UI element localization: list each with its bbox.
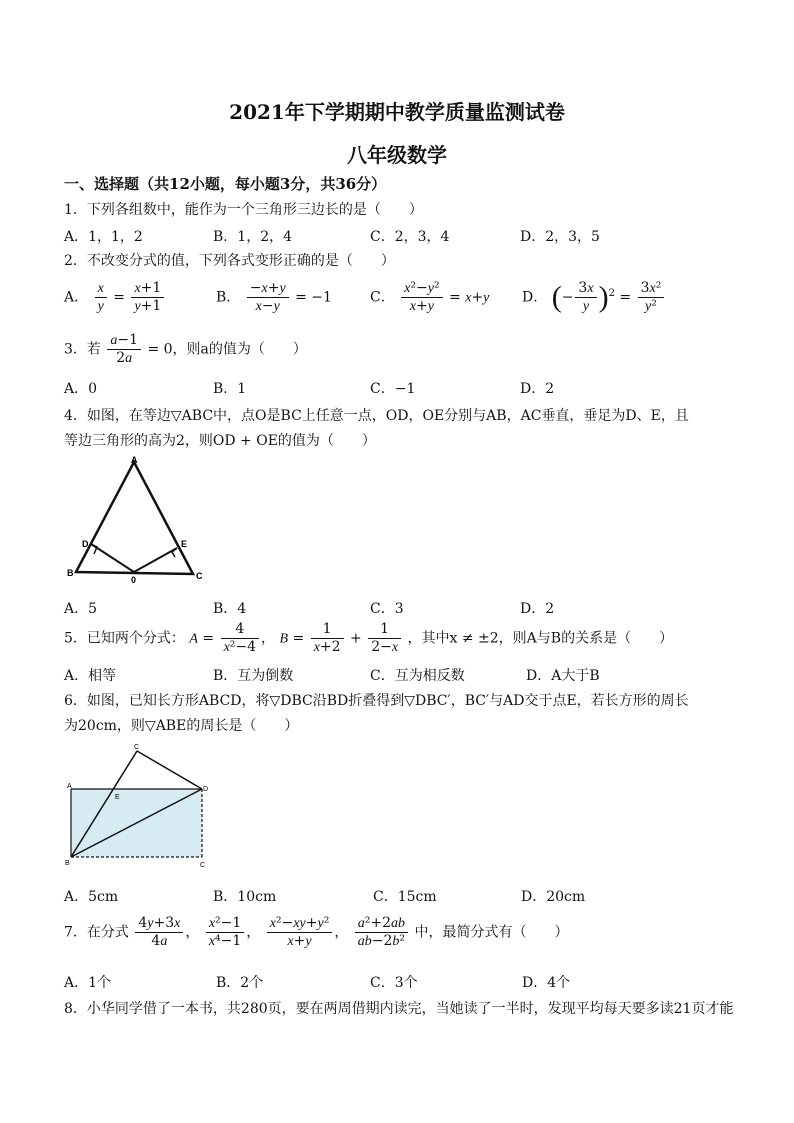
q2-option-d: D． (− $\frac{3x}{y}$ )$^2$ = $\frac{\text{3x²}}{\text{y²}}$ — [522, 280, 666, 315]
q3-option-d: D．2 — [520, 381, 555, 397]
q7-stem-prefix: 7．在分式 — [64, 924, 129, 941]
question-4-stem: 4．如图，在等边▽ABC中，点O是BC上任意一点，OD，OE分别与AB，AC垂直，垂足为D、E，且 — [64, 408, 689, 424]
q4-option-d: D．2 — [520, 601, 555, 617]
q7-option-d: D．4个 — [522, 975, 571, 991]
q7-option-b: B．2个 — [216, 975, 264, 991]
question-3-stem: 3．若 $\frac{a-1}{2a}$ = 0，则a的值为（ ） — [64, 332, 307, 366]
question-5-stem: 5．已知两个分式： A = $\frac{4}{\text{x²−4}}$ ， B = $\frac{1}{x+2}$ + $\frac{1}{2-x}$ ，其中x ≠ ±2，则A与B的关系是（ ） — [64, 621, 674, 655]
question-2-stem: 2．不改变分式的值，下列各式变形正确的是（ ） — [64, 253, 395, 269]
q6-option-d: D．20cm — [521, 889, 586, 905]
question-8-stem: 8．小华同学借了一本书，共280页，要在两周借期内读完，当她读了一半时，发现平均每天要多读21页才能 — [64, 1001, 734, 1017]
rect-label-d: D — [203, 786, 209, 793]
triangle-label-b: B — [67, 568, 74, 578]
triangle-label-o: 0 — [131, 575, 137, 585]
q5-stem-suffix: ，其中x ≠ ±2，则A与B的关系是（ ） — [407, 630, 674, 647]
q5-option-b: B．互为倒数 — [213, 668, 294, 684]
page-title: 2021年下学期期中教学质量监测试卷 — [229, 100, 565, 124]
q2-option-c-label: C． — [370, 289, 395, 306]
question-4-stem-line2: 等边三角形的高为2，则OD + OE的值为（ ） — [64, 433, 376, 449]
rect-label-a: A — [67, 783, 72, 790]
q6-option-a: A．5cm — [64, 889, 119, 905]
q2-option-b: B． $\frac{-x+y}{x-y}$ = −1 — [216, 280, 332, 314]
q6-option-c: C．15cm — [373, 889, 437, 905]
q3-option-c: C．−1 — [370, 381, 416, 397]
q7-option-a: A．1个 — [64, 975, 112, 991]
question-1-stem: 1．下列各组数中，能作为一个三角形三边长的是（ ） — [64, 202, 423, 218]
rect-label-e: E — [115, 794, 120, 801]
rect-label-c: C — [200, 862, 206, 869]
q7-stem-suffix: 中，最简分式有（ ） — [414, 924, 569, 941]
section-heading: 一、选择题（共12小题，每小题3分，共36分） — [64, 175, 387, 193]
q2-option-b-label: B． — [216, 289, 241, 306]
q5-stem-prefix: 5．已知两个分式： — [64, 630, 185, 647]
triangle-label-e: E — [181, 539, 188, 549]
q1-option-d: D．2，3，5 — [520, 229, 600, 245]
q2-option-d-label: D． — [522, 289, 548, 306]
q5-option-a: A．相等 — [64, 668, 117, 684]
triangle-figure — [60, 455, 220, 585]
q5-option-c: C．互为相反数 — [370, 668, 465, 684]
triangle-label-c: C — [196, 571, 203, 581]
q1-option-c: C．2，3，4 — [370, 229, 450, 245]
q3-stem-prefix: 3．若 — [64, 341, 101, 358]
q1-option-b: B．1，2，4 — [213, 229, 293, 245]
rectangle-figure — [60, 742, 220, 872]
q2-option-c: C． $\frac{\text{x²−y²}}{x+y}$ = x+y — [370, 280, 490, 314]
q2-option-a-label: A． — [64, 289, 89, 306]
question-6-stem: 6．如图，已知长方形ABCD，将▽DBC沿BD折叠得到▽DBC′，BC′与AD交于点E，若长方形的周长 — [64, 693, 689, 709]
question-6-stem-line2: 为20cm，则▽ABE的周长是（ ） — [64, 718, 299, 734]
q1-option-a: A．1，1，2 — [64, 229, 143, 245]
triangle-label-a: A — [131, 455, 138, 465]
triangle-label-d: D — [82, 539, 89, 549]
q3-option-b: B．1 — [213, 381, 247, 397]
q3-stem-suffix: = 0，则a的值为（ ） — [147, 341, 307, 358]
q3-option-a: A．0 — [64, 381, 98, 397]
q4-option-a: A．5 — [64, 601, 98, 617]
q5-option-d: D．A大于B — [526, 668, 600, 684]
rect-label-c-prime: C — [134, 744, 140, 751]
q4-option-b: B．4 — [213, 601, 247, 617]
question-7-stem: 7．在分式 $\frac{4y+3x}{4a}$ ， $\frac{\text{x²−1}}{\text{x⁴−1}}$ ， $\frac{\text{x²−xy+y²}}{x+y}$ ， $\frac{\text{a²+2ab}}{\text{ab−2b²}}$ 中，最简分式有（ ） — [64, 915, 569, 949]
q4-option-c: C．3 — [370, 601, 404, 617]
rect-label-b: B — [65, 860, 70, 867]
q6-option-b: B．10cm — [213, 889, 277, 905]
page-subtitle: 八年级数学 — [347, 143, 447, 167]
q2-option-a: A． $\frac{x}{y}$ = $\frac{x+1}{y+1}$ — [64, 280, 166, 315]
q7-option-c: C．3个 — [370, 975, 418, 991]
